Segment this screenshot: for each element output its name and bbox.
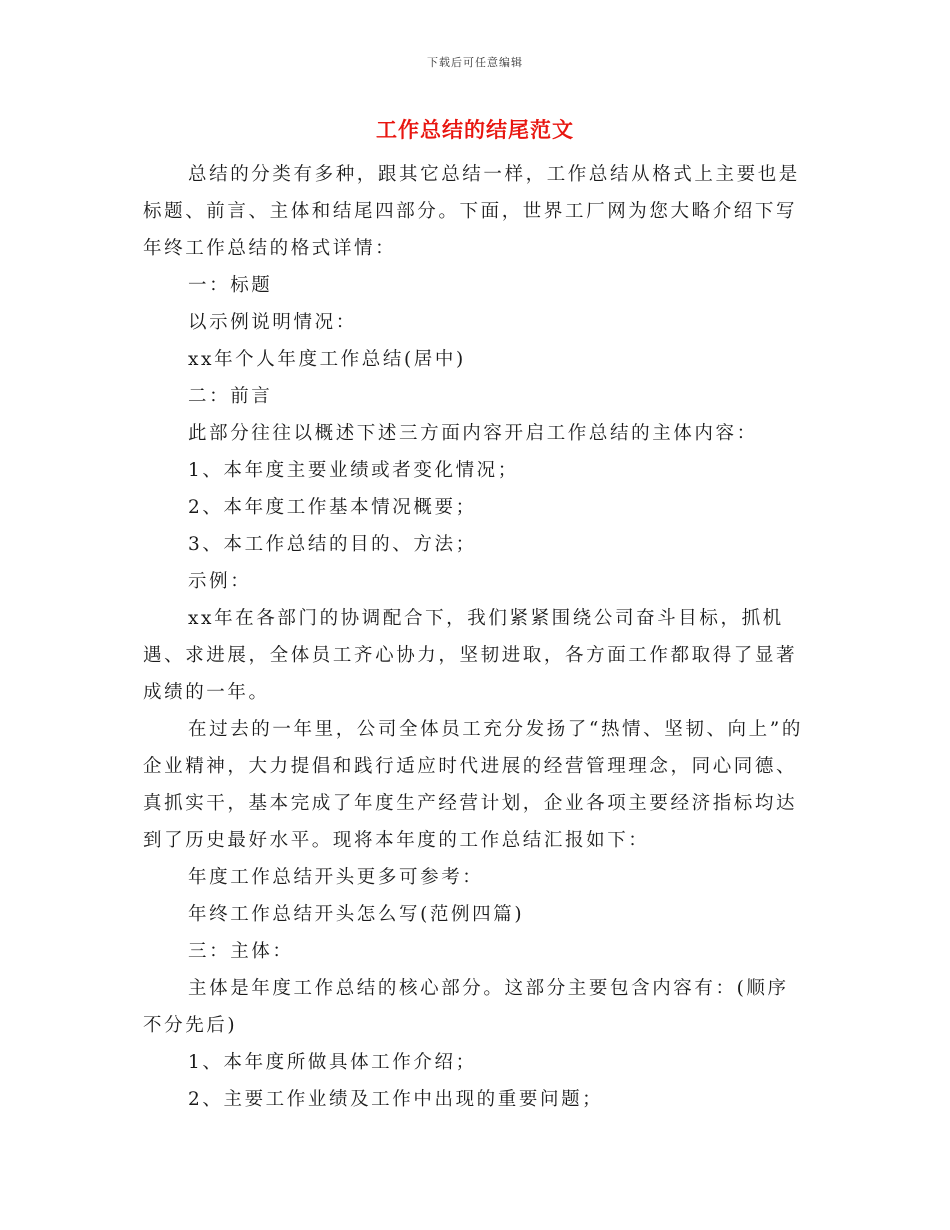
paragraph: 2、主要工作业绩及工作中出现的重要问题； (188, 1089, 604, 1110)
paragraph: 3、本工作总结的目的、方法； (188, 534, 477, 555)
document-title: 工作总结的结尾范文 (376, 117, 574, 142)
paragraph: xx年个人年度工作总结(居中) (188, 349, 466, 370)
paragraph: 以示例说明情况： (188, 312, 357, 333)
paragraph: 1、本年度主要业绩或者变化情况； (188, 460, 519, 481)
paragraph: xx年在各部门的协调配合下，我们紧紧围绕公司奋斗目标，抓机遇、求进展，全体员工齐心协力，坚韧进取，各方面工作都取得了显著成绩的一年。 (143, 608, 798, 703)
paragraph: 示例： (188, 571, 252, 592)
paragraph: 一：标题 (188, 275, 273, 296)
paragraph: 总结的分类有多种，跟其它总结一样，工作总结从格式上主要也是标题、前言、主体和结尾四部分。下面，世界工厂网为您大略介绍下写年终工作总结的格式详情： (143, 164, 800, 259)
document-body (143, 156, 808, 1118)
paragraph: 年终工作总结开头怎么写(范例四篇) (188, 904, 525, 925)
paragraph: 二：前言 (188, 386, 273, 407)
paragraph: 主体是年度工作总结的核心部分。这部分主要包含内容有：(顺序不分先后) (143, 978, 789, 1036)
header-note: 下载后可任意编辑 (427, 56, 523, 69)
paragraph: 1、本年度所做具体工作介绍； (188, 1052, 477, 1073)
paragraph: 在过去的一年里，公司全体员工充分发扬了“热情、坚韧、向上”的企业精神，大力提倡和践行适应时代进展的经营管理理念，同心同德、真抓实干，基本完成了年度生产经营计划，企业各项主要经济指标均达到了历史最好水平。现将本年度的工作总结汇报如下： (143, 719, 803, 851)
paragraph: 三：主体： (188, 941, 294, 962)
paragraph: 此部分往往以概述下述三方面内容开启工作总结的主体内容： (188, 423, 758, 444)
paragraph: 年度工作总结开头更多可参考： (188, 867, 484, 888)
paragraph: 2、本年度工作基本情况概要； (188, 497, 477, 518)
